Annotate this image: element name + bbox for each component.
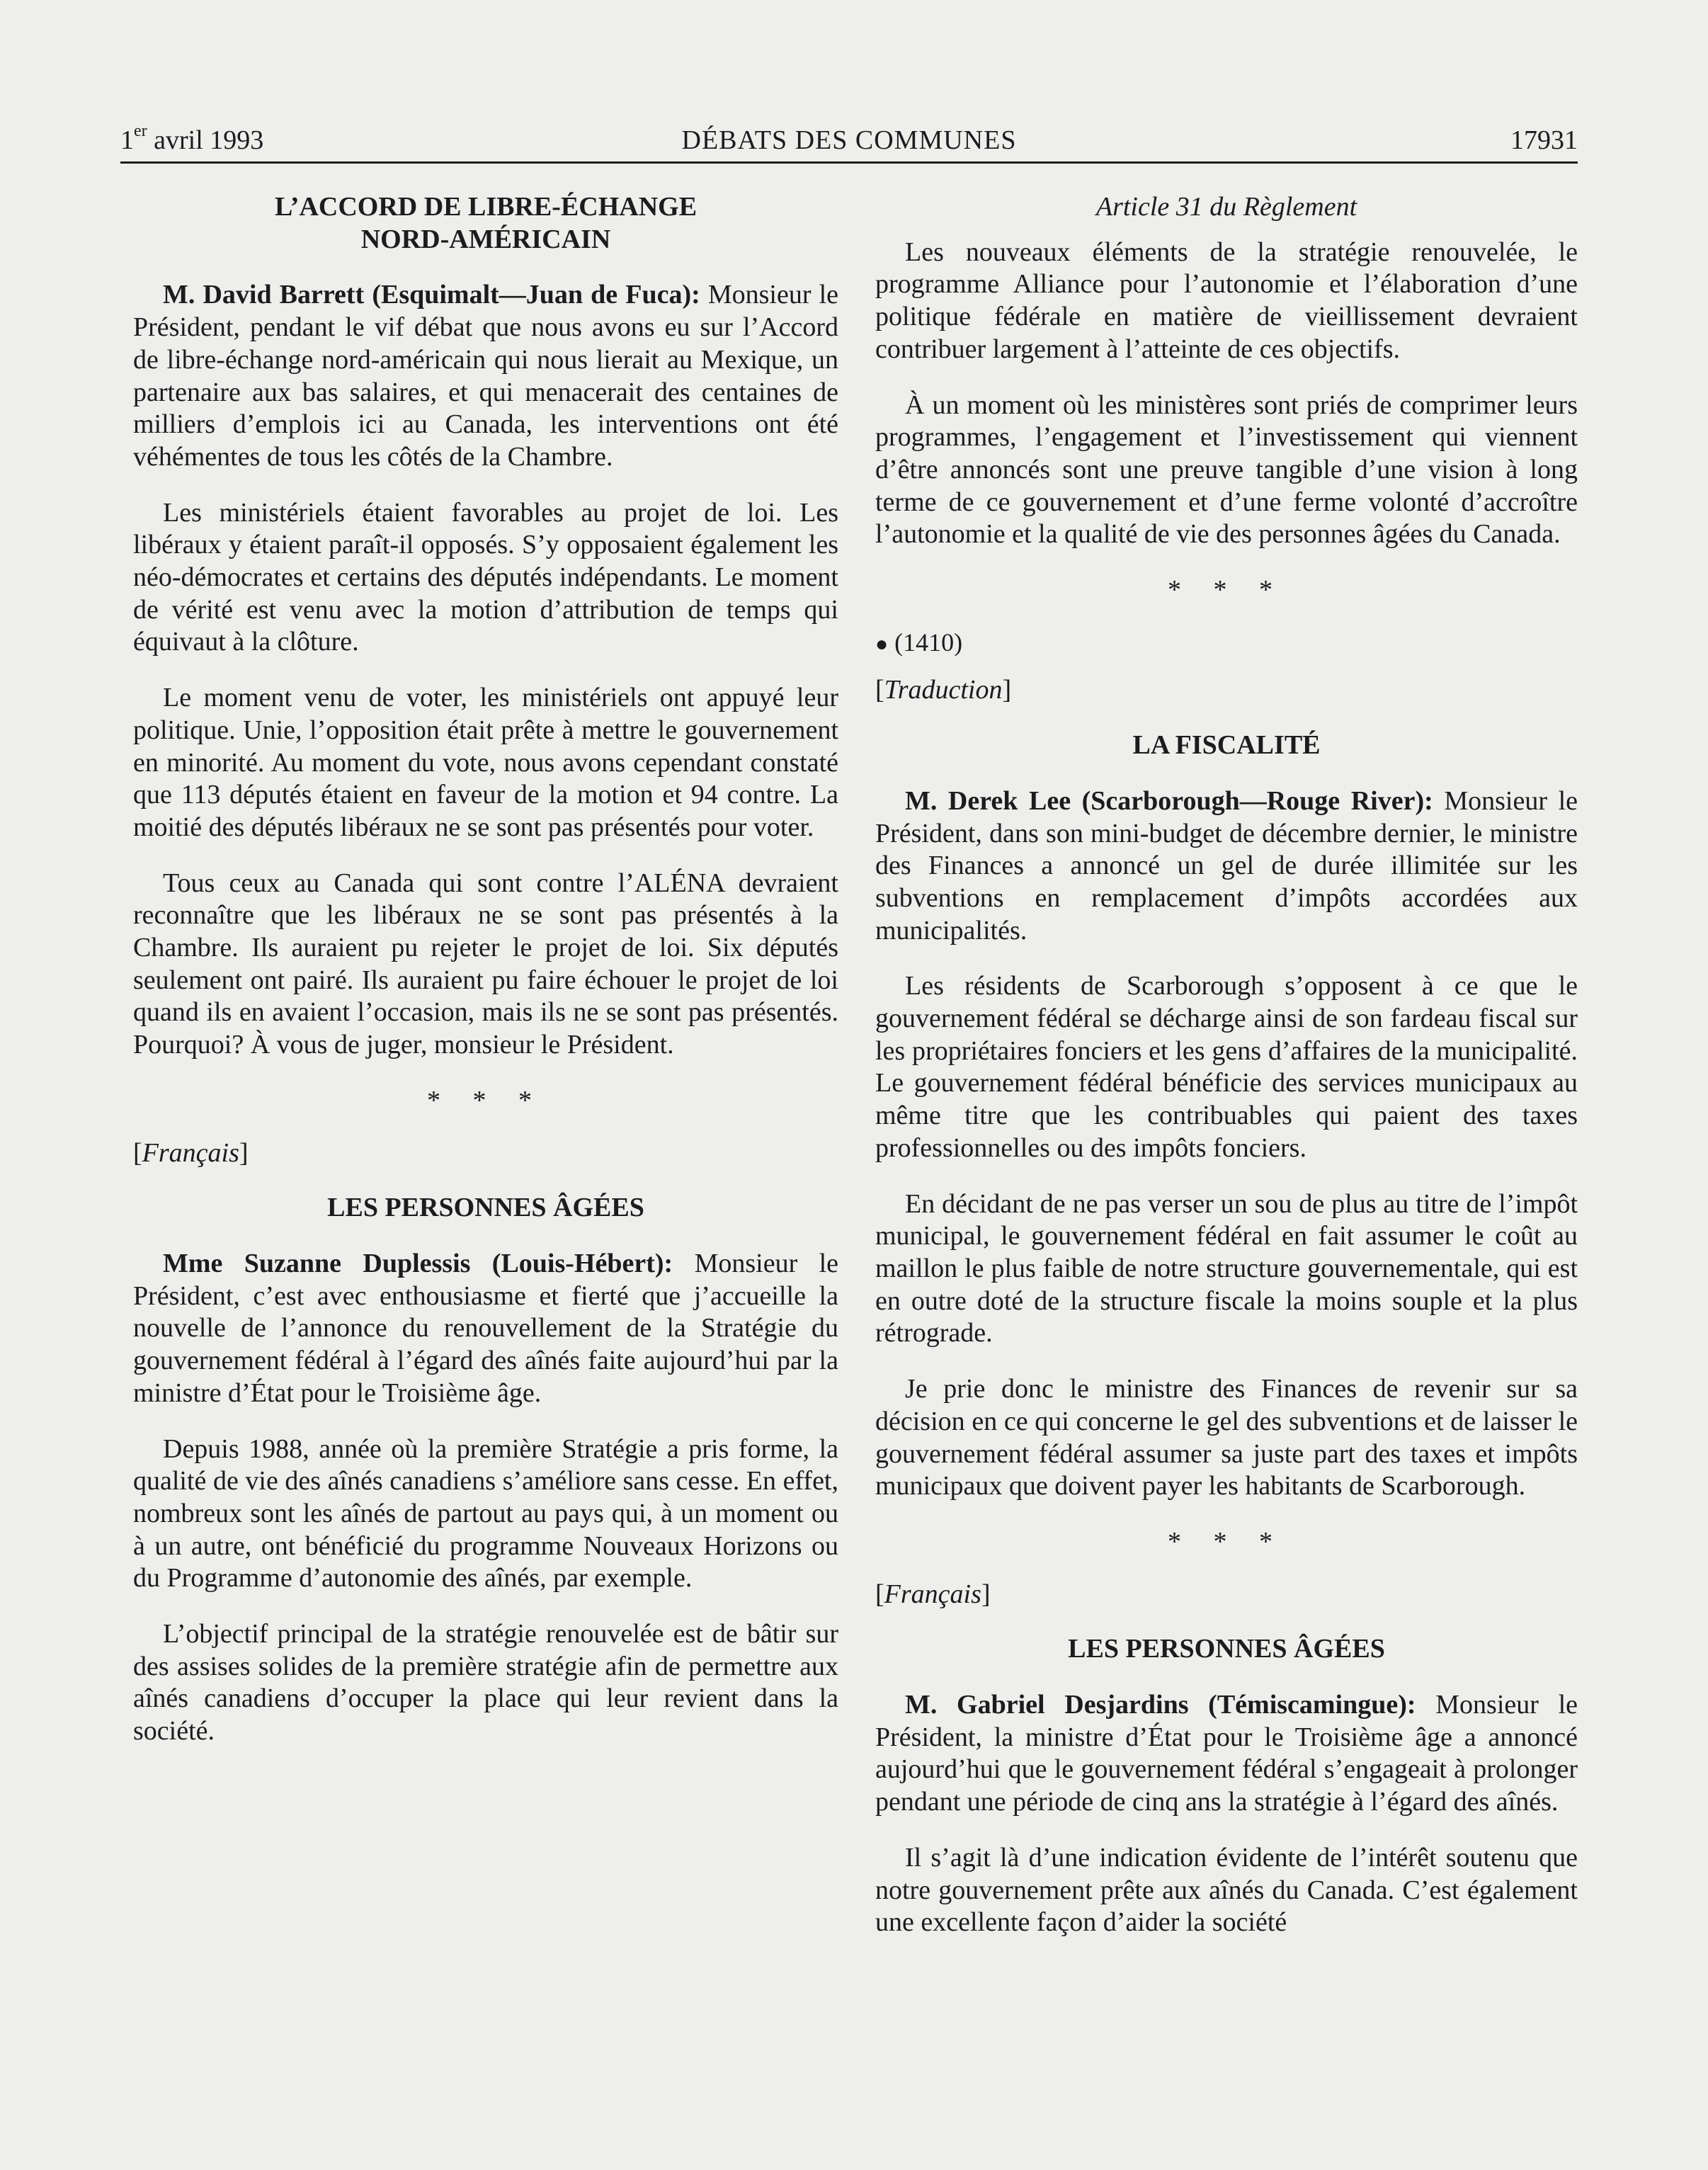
- paragraph-text: Monsieur le Président, dans son mini-budget de décembre dernier, le ministre des Finances a annoncé un gel de durée illimitée sur les subventions en remplacement d’impôts accordées aux municipalités.: [875, 785, 1578, 945]
- language-marker: [875, 674, 1578, 707]
- page-header: [120, 122, 1578, 164]
- bullet-icon: ●: [875, 632, 889, 656]
- paragraph: [133, 1248, 838, 1410]
- timestamp: [875, 627, 1578, 661]
- section-heading-taxation: LA FISCALITÉ: [1132, 730, 1321, 761]
- paragraph: [875, 1689, 1578, 1819]
- paragraph-text: Monsieur le Président, c’est avec enthousiasme et fierté que j’accueille la nouvelle de l’annonce du renouvellement de la Stratégie du gouvernement fédéral à l’égard des aînés faite aujourd’hui par la ministre d’État pour le Troisième âge.: [133, 1248, 839, 1408]
- language-marker: [875, 1579, 1578, 1611]
- paragraph: [133, 279, 838, 473]
- heading-line: NORD-AMÉRICAIN: [360, 224, 611, 254]
- bracket-close: ]: [239, 1137, 249, 1168]
- paragraph: Les résidents de Scarborough s’opposent à ce que le gouvernement fédéral se décharge ainsi de son fardeau fiscal sur les propriétaires fonciers et les gens d’affaires de la municipalité. Le gouvernement fédéral bénéficie des services municipaux au même titre que les contribuables qui paient des taxes professionnelles ou des impôts fonciers.: [875, 971, 1578, 1163]
- header-title: DÉBATS DES COMMUNES: [681, 125, 1017, 155]
- bracket-open: [: [875, 675, 884, 705]
- right-column: [875, 191, 1578, 1962]
- section-separator: * * *: [1168, 1526, 1285, 1557]
- bracket-open: [: [875, 1579, 884, 1609]
- language-word: Français: [142, 1137, 239, 1168]
- header-date-day: 1: [120, 125, 134, 155]
- section-heading-nafta: [133, 191, 838, 256]
- paragraph: Depuis 1988, année où la première Stratégie a pris forme, la qualité de vie des aînés canadiens s’améliore sans cesse. En effet, nombreux sont les aînés de partout au pays qui, à un moment ou à un autre, ont bénéficié du programme Nouveaux Horizons ou du Programme d’autonomie des aînés, par exemple.: [133, 1433, 838, 1594]
- left-column: [133, 191, 838, 1771]
- paragraph: Il s’agit là d’une indication évidente de l’intérêt soutenu que notre gouvernement prête aux aînés du Canada. C’est également une excellente façon d’aider la société: [875, 1842, 1578, 1938]
- paragraph: Les nouveaux éléments de la stratégie renouvelée, le programme Alliance pour l’autonomie et l’élaboration d’une politique fédérale en matière de vieillissement devraient contribuer largement à l’atteinte de ces objectifs.: [875, 237, 1578, 364]
- paragraph: [875, 785, 1578, 948]
- header-page-number: 17931: [1510, 125, 1578, 155]
- paragraph: L’objectif principal de la stratégie renouvelée est de bâtir sur des assises solides de la première stratégie afin de permettre aux aînés canadiens d’occuper la place qui leur revient dans la société.: [133, 1619, 838, 1746]
- paragraph: À un moment où les ministères sont priés de comprimer leurs programmes, l’engagement et l’investissement qui viennent d’être annoncés sont une preuve tangible d’une vision à long terme de ce gouvernement et d’une ferme volonté d’accroître l’autonomie et la qualité de vie des personnes âgées du Canada.: [875, 390, 1578, 550]
- speaker-name: M. Derek Lee (Scarborough—Rouge River):: [905, 785, 1433, 816]
- timestamp-text: (1410): [894, 627, 963, 657]
- article-reference: Article 31 du Règlement: [1095, 192, 1357, 222]
- paragraph: En décidant de ne pas verser un sou de plus au titre de l’impôt municipal, le gouvernement fédéral en fait assumer le coût au maillon le plus faible de notre structure gouvernementale, qui est en outre doté de la structure fiscale la moins souple et la plus rétrograde.: [875, 1188, 1578, 1348]
- language-marker: [133, 1137, 838, 1170]
- paragraph: Les ministériels étaient favorables au projet de loi. Les libéraux y étaient paraît-il opposés. S’y opposaient également les néo-démocrates et certains des députés indépendants. Le moment de vérité est venu avec la motion d’attribution de temps qui équivaut à la clôture.: [133, 497, 838, 657]
- header-date-rest: avril 1993: [147, 125, 264, 155]
- speaker-name: M. David Barrett (Esquimalt—Juan de Fuca):: [163, 280, 700, 310]
- bracket-close: ]: [1002, 675, 1012, 705]
- header-date-sup: er: [134, 122, 147, 141]
- language-word: Français: [884, 1579, 981, 1609]
- language-word: Traduction: [884, 675, 1003, 705]
- section-separator: * * *: [427, 1085, 545, 1115]
- paragraph-text: Monsieur le Président, pendant le vif débat que nous avons eu sur l’Accord de libre-échange nord-américain qui nous lierait au Mexique, un partenaire aux bas salaires, et qui menacerait des centaines de milliers d’emplois ici au Canada, les interventions ont été véhémentes de tous les côtés de la Chambre.: [133, 280, 839, 472]
- heading-line: L’ACCORD DE LIBRE-ÉCHANGE: [274, 192, 698, 222]
- paragraph: Tous ceux au Canada qui sont contre l’ALÉNA devraient reconnaître que les libéraux ne se sont pas présentés à la Chambre. Ils auraient pu rejeter le projet de loi. Six députés seulement ont pairé. Ils auraient pu faire échouer le projet de loi quand ils en avaient l’occasion, mais ils ne se sont pas présentés. Pourquoi? À vous de juger, monsieur le Président.: [133, 868, 838, 1060]
- paragraph: Le moment venu de voter, les ministériels ont appuyé leur politique. Unie, l’opposition était prête à mettre le gouvernement en minorité. Au moment du vote, nous avons cependant constaté que 113 députés étaient en faveur de la motion et 94 contre. La moitié des députés libéraux ne se sont pas présentés pour voter.: [133, 683, 838, 842]
- bracket-close: ]: [981, 1579, 991, 1609]
- section-heading-seniors: LES PERSONNES ÂGÉES: [327, 1193, 644, 1223]
- section-heading-seniors: LES PERSONNES ÂGÉES: [1068, 1634, 1385, 1664]
- bracket-open: [: [133, 1137, 142, 1168]
- speaker-name: M. Gabriel Desjardins (Témiscamingue):: [905, 1690, 1416, 1720]
- speaker-name: Mme Suzanne Duplessis (Louis-Hébert):: [163, 1248, 673, 1278]
- paragraph: Je prie donc le ministre des Finances de revenir sur sa décision en ce qui concerne le gel des subventions et de laisser le gouvernement fédéral assumer sa juste part des taxes et impôts municipaux que doivent payer les habitants de Scarborough.: [875, 1374, 1578, 1501]
- section-separator: * * *: [1168, 575, 1285, 606]
- paragraph-text: Monsieur le Président, la ministre d’État pour le Troisième âge a annoncé aujourd’hui que le gouvernement fédéral s’engageait à prolonger pendant une période de cinq ans la stratégie à l’égard des aînés.: [875, 1690, 1578, 1817]
